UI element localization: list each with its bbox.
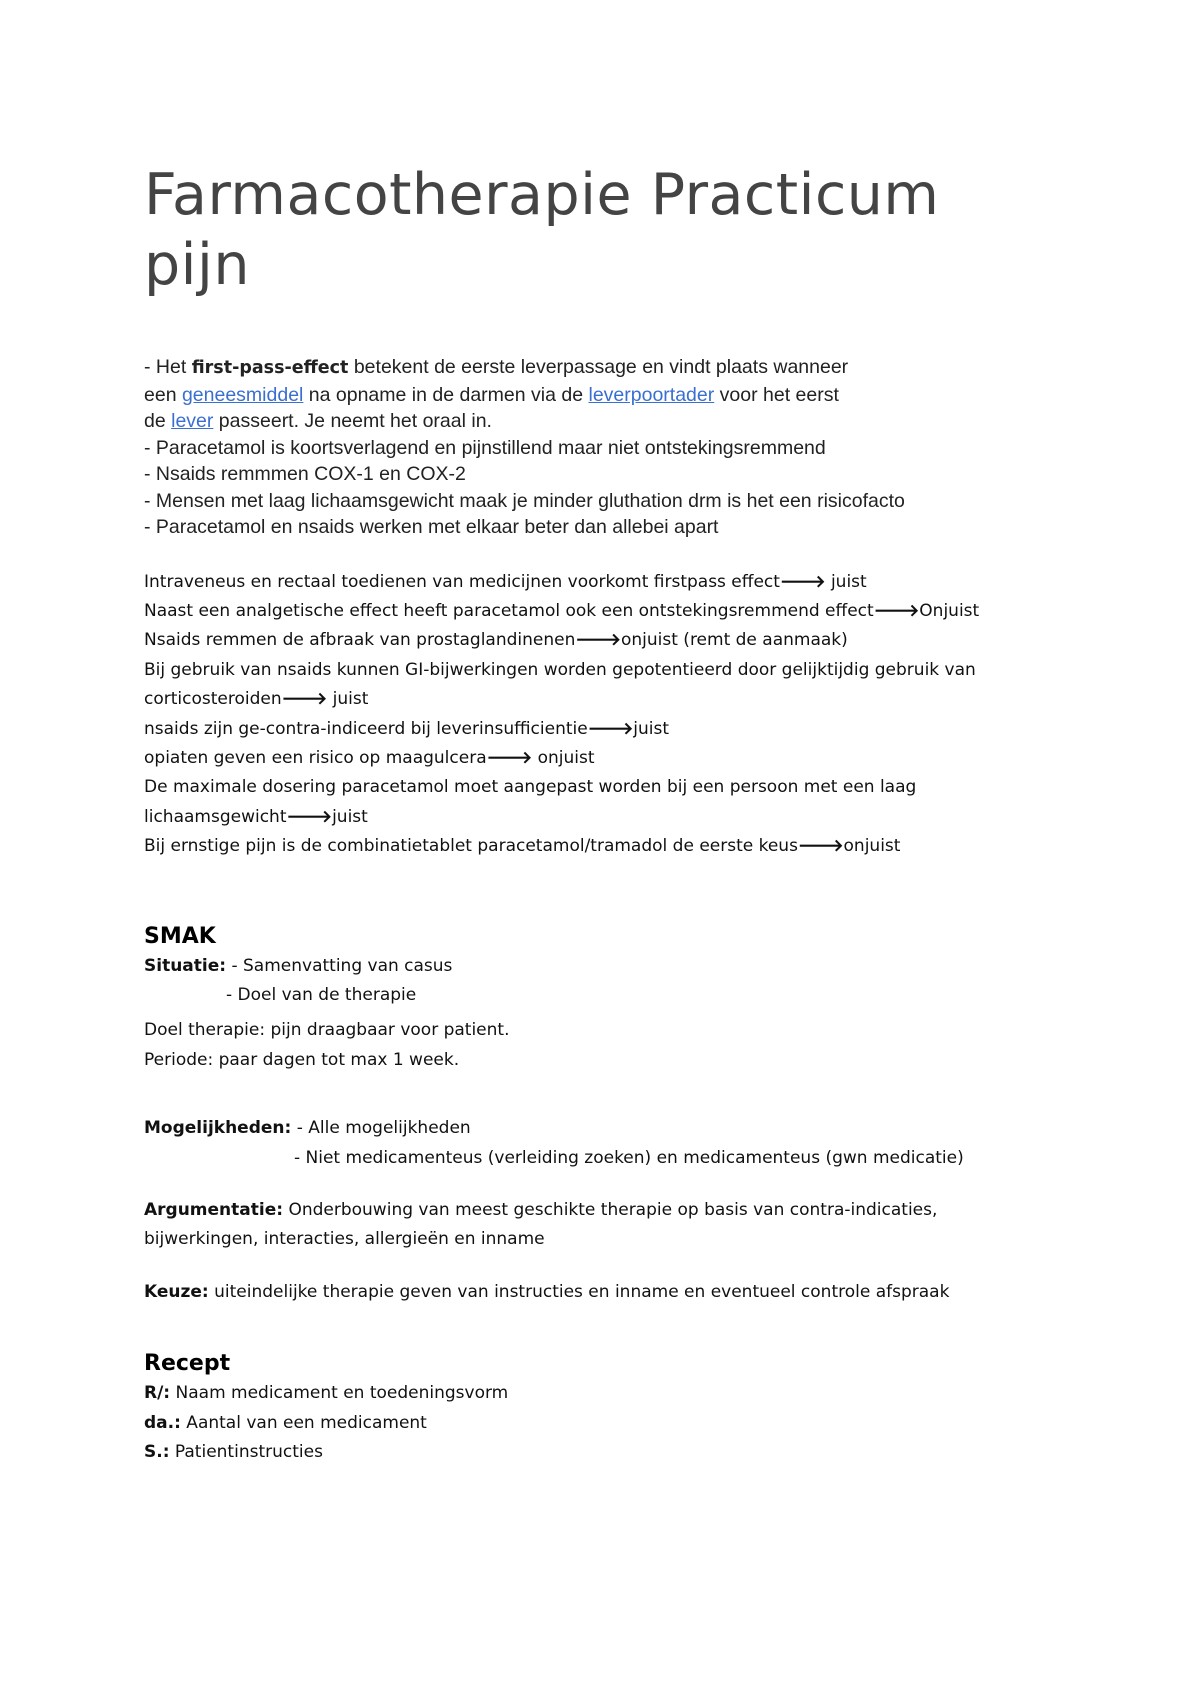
- arrow-right-icon: 🡒: [486, 747, 533, 768]
- recept-heading: Recept: [144, 1351, 231, 1377]
- arrow-right-icon: 🡒: [286, 806, 333, 827]
- statement-3: Nsaids remmen de afbraak van prostaglandinenen🡒onjuist (remt de aanmaak): [144, 630, 848, 651]
- smak-section: [144, 922, 1064, 1308]
- intro-line-4: - Paracetamol is koortsverlagend en pijnstillend maar niet ontstekingsremmend: [144, 436, 826, 459]
- arrow-right-icon: 🡒: [575, 630, 621, 651]
- intro-line-1: - Het first-pass-effect betekent de eerste leverpassage en vindt plaats wanneer: [144, 356, 849, 378]
- statement-6: opiaten geven een risico op maagulcera🡒 onjuist: [144, 747, 595, 768]
- intro-line-2: een geneesmiddel na opname in de darmen via de leverpoortader voor het eerst: [144, 383, 839, 406]
- link-leverpoortader[interactable]: leverpoortader: [588, 383, 715, 406]
- arrow-right-icon: 🡒: [873, 600, 920, 621]
- argumentatie-row-2: bijwerkingen, interacties, allergieën en inname: [144, 1229, 545, 1250]
- document-title: [144, 160, 1064, 300]
- arrow-right-icon: 🡒: [797, 836, 844, 857]
- arrow-right-icon: 🡒: [281, 689, 328, 710]
- first-pass-term: first-pass-effect: [191, 358, 349, 378]
- statement-4a: Bij gebruik van nsaids kunnen GI-bijwerkingen worden gepotentieerd door gelijktijdig gebruik van: [144, 659, 976, 680]
- recept-r-row: R/: Naam medicament en toedeningsvorm: [144, 1383, 509, 1404]
- doel-therapie: Doel therapie: pijn draagbaar voor patient.: [144, 1020, 510, 1041]
- mogelijkheden-item-2: - Niet medicamenteus (verleiding zoeken) en medicamenteus (gwn medicatie): [294, 1147, 964, 1168]
- statement-1: Intraveneus en rectaal toedienen van medicijnen voorkomt firstpass effect🡒 juist: [144, 571, 867, 592]
- statement-5: nsaids zijn ge-contra-indiceerd bij leverinsufficientie🡒juist: [144, 718, 670, 739]
- intro-line-7: - Paracetamol en nsaids werken met elkaar beter dan allebei apart: [144, 516, 719, 538]
- situatie-item-2: - Doel van de therapie: [226, 984, 417, 1005]
- intro-line-3: de lever passeert. Je neemt het oraal in.: [144, 410, 492, 432]
- arrow-right-icon: 🡒: [587, 718, 634, 739]
- statement-7a: De maximale dosering paracetamol moet aangepast worden bij een persoon met een laag: [144, 777, 917, 798]
- situatie-row: Situatie: - Samenvatting van casus: [144, 955, 453, 976]
- intro-line-5: - Nsaids remmmen COX-1 en COX-2: [144, 463, 466, 485]
- statements-list: [144, 568, 1064, 862]
- keuze-row: Keuze: uiteindelijke therapie geven van instructies en inname en eventueel controle afspraak: [144, 1281, 950, 1302]
- intro-notes: [144, 354, 1064, 541]
- statement-8: Bij ernstige pijn is de combinatietablet paracetamol/tramadol de eerste keus🡒onjuist: [144, 836, 901, 857]
- smak-heading: SMAK: [144, 923, 216, 949]
- title-line-2: pijn: [144, 232, 250, 298]
- arrow-right-icon: 🡒: [779, 571, 826, 592]
- recept-da-row: da.: Aantal van een medicament: [144, 1412, 427, 1433]
- document-page: [144, 160, 1064, 1467]
- link-lever[interactable]: lever: [171, 410, 214, 432]
- statement-4b: corticosteroiden🡒 juist: [144, 689, 369, 710]
- recept-s-row: S.: Patientinstructies: [144, 1442, 323, 1463]
- periode: Periode: paar dagen tot max 1 week.: [144, 1049, 460, 1070]
- statement-2: Naast een analgetische effect heeft paracetamol ook een ontstekingsremmend effect🡒Onjuist: [144, 600, 980, 621]
- statement-7b: lichaamsgewicht🡒juist: [144, 806, 368, 827]
- mogelijkheden-row: Mogelijkheden: - Alle mogelijkheden: [144, 1118, 471, 1139]
- recept-section: [144, 1349, 1064, 1467]
- argumentatie-row: Argumentatie: Onderbouwing van meest geschikte therapie op basis van contra-indicaties,: [144, 1200, 938, 1220]
- title-line-1: Farmacotherapie Practicum: [144, 162, 940, 228]
- intro-line-6: - Mensen met laag lichaamsgewicht maak je minder gluthation drm is het een risicofacto: [144, 489, 905, 512]
- link-geneesmiddel[interactable]: geneesmiddel: [181, 383, 304, 406]
